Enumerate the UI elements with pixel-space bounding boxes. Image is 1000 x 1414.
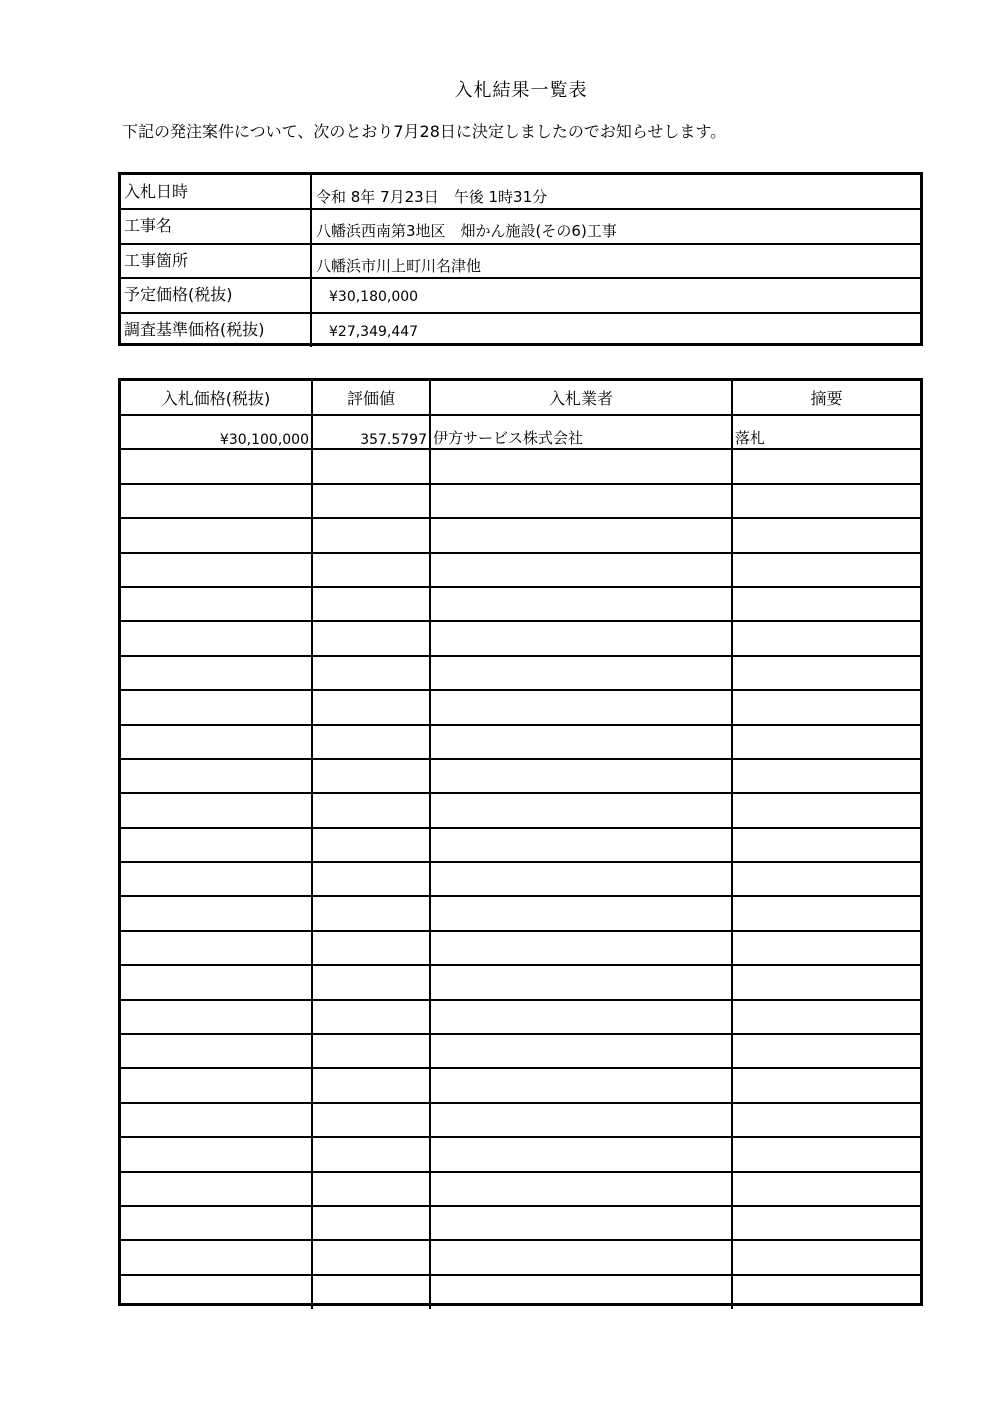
table-row-empty — [121, 1172, 920, 1206]
empty-cell — [121, 690, 312, 724]
cell-score: 357.5797 — [312, 415, 430, 449]
empty-cell — [121, 553, 312, 587]
info-value: 八幡浜西南第3地区 畑かん施設(その6)工事 — [316, 222, 617, 241]
empty-cell — [732, 484, 920, 518]
empty-cell — [312, 759, 430, 793]
empty-cell — [312, 1137, 430, 1171]
empty-cell — [430, 1000, 732, 1034]
empty-cell — [732, 725, 920, 759]
empty-cell — [312, 1240, 430, 1274]
info-label: 工事名 — [121, 209, 312, 243]
notice-text: 下記の発注案件について、次のとおり7月28日に決定しましたのでお知らせします。 — [122, 122, 727, 141]
table-row-empty — [121, 759, 920, 793]
empty-cell — [732, 553, 920, 587]
cell-remark: 落札 — [732, 415, 920, 449]
cell-bidder: 伊方サービス株式会社 — [430, 415, 732, 449]
info-row-survey-base-price — [121, 313, 920, 347]
info-value: ¥27,349,447 — [329, 323, 419, 340]
table-row-empty — [121, 965, 920, 999]
empty-cell — [732, 1240, 920, 1274]
empty-cell — [121, 1103, 312, 1137]
empty-cell — [732, 793, 920, 827]
table-row-empty — [121, 896, 920, 930]
empty-cell — [121, 587, 312, 621]
cell-bid-price: ¥30,100,000 — [121, 415, 312, 449]
empty-cell — [312, 518, 430, 552]
empty-cell — [430, 759, 732, 793]
empty-cell — [430, 518, 732, 552]
empty-cell — [732, 1275, 920, 1309]
table-row-empty — [121, 862, 920, 896]
table-row-empty — [121, 1206, 920, 1240]
empty-cell — [312, 828, 430, 862]
empty-cell — [430, 862, 732, 896]
empty-cell — [430, 621, 732, 655]
empty-cell — [430, 484, 732, 518]
empty-cell — [430, 965, 732, 999]
empty-cell — [312, 1000, 430, 1034]
info-row-datetime — [121, 175, 920, 209]
empty-cell — [121, 896, 312, 930]
empty-cell — [430, 1172, 732, 1206]
info-row-location — [121, 244, 920, 278]
empty-cell — [732, 621, 920, 655]
empty-cell — [430, 449, 732, 483]
empty-cell — [430, 587, 732, 621]
info-label: 工事箇所 — [121, 244, 312, 278]
empty-cell — [121, 793, 312, 827]
empty-cell — [312, 449, 430, 483]
empty-cell — [312, 553, 430, 587]
table-row-empty — [121, 553, 920, 587]
empty-cell — [121, 621, 312, 655]
empty-cell — [121, 1034, 312, 1068]
empty-cell — [732, 828, 920, 862]
empty-cell — [732, 518, 920, 552]
empty-cell — [430, 828, 732, 862]
info-label: 調査基準価格(税抜) — [121, 313, 312, 347]
info-label: 入札日時 — [121, 175, 312, 209]
empty-cell — [732, 1000, 920, 1034]
empty-cell — [312, 1275, 430, 1309]
info-value: 八幡浜市川上町川名津他 — [316, 256, 482, 275]
empty-cell — [430, 1275, 732, 1309]
empty-cell — [732, 1172, 920, 1206]
empty-cell — [312, 484, 430, 518]
empty-cell — [312, 793, 430, 827]
table-row-empty — [121, 793, 920, 827]
info-row-project-name — [121, 209, 920, 243]
empty-cell — [430, 1103, 732, 1137]
info-value: 令和 8年 7月23日 午後 1時31分 — [316, 188, 548, 206]
info-label: 予定価格(税抜) — [121, 278, 312, 312]
empty-cell — [430, 1137, 732, 1171]
empty-cell — [312, 621, 430, 655]
table-row-empty — [121, 1103, 920, 1137]
bid-info-table — [118, 172, 923, 346]
table-row-empty — [121, 1068, 920, 1102]
header-score: 評価値 — [312, 381, 430, 415]
empty-cell — [312, 1206, 430, 1240]
header-remarks: 摘要 — [732, 381, 920, 415]
empty-cell — [312, 896, 430, 930]
empty-cell — [121, 518, 312, 552]
empty-cell — [121, 862, 312, 896]
empty-cell — [732, 587, 920, 621]
empty-cell — [732, 690, 920, 724]
empty-cell — [312, 1103, 430, 1137]
empty-cell — [732, 759, 920, 793]
empty-cell — [732, 656, 920, 690]
table-row-empty — [121, 518, 920, 552]
empty-cell — [430, 1240, 732, 1274]
empty-cell — [121, 484, 312, 518]
empty-cell — [121, 759, 312, 793]
table-row-empty — [121, 1034, 920, 1068]
table-row-empty — [121, 484, 920, 518]
empty-cell — [732, 931, 920, 965]
empty-cell — [121, 828, 312, 862]
empty-cell — [732, 965, 920, 999]
info-value: ¥30,180,000 — [329, 289, 419, 306]
empty-cell — [430, 553, 732, 587]
empty-cell — [121, 1000, 312, 1034]
empty-cell — [312, 965, 430, 999]
header-bidder: 入札業者 — [430, 381, 732, 415]
page-title: 入札結果一覧表 — [454, 80, 588, 101]
table-row-empty — [121, 1240, 920, 1274]
empty-cell — [121, 725, 312, 759]
table-row-empty — [121, 1275, 920, 1309]
empty-cell — [312, 587, 430, 621]
empty-cell — [732, 896, 920, 930]
table-row-empty — [121, 449, 920, 483]
table-row-empty — [121, 656, 920, 690]
empty-cell — [430, 1068, 732, 1102]
header-bid-price: 入札価格(税抜) — [121, 381, 312, 415]
empty-cell — [121, 1172, 312, 1206]
empty-cell — [121, 1275, 312, 1309]
empty-cell — [312, 725, 430, 759]
empty-cell — [732, 862, 920, 896]
empty-cell — [121, 656, 312, 690]
empty-cell — [732, 1103, 920, 1137]
table-row-empty — [121, 587, 920, 621]
table-row-empty — [121, 725, 920, 759]
empty-cell — [312, 1172, 430, 1206]
empty-cell — [121, 1068, 312, 1102]
bid-results-table — [118, 378, 923, 1306]
table-row-empty — [121, 621, 920, 655]
empty-cell — [430, 896, 732, 930]
empty-cell — [121, 1240, 312, 1274]
table-row-empty — [121, 1000, 920, 1034]
empty-cell — [121, 1137, 312, 1171]
empty-cell — [121, 449, 312, 483]
empty-cell — [430, 793, 732, 827]
empty-cell — [312, 656, 430, 690]
empty-cell — [121, 1206, 312, 1240]
empty-cell — [312, 690, 430, 724]
empty-cell — [732, 449, 920, 483]
empty-cell — [121, 965, 312, 999]
empty-cell — [430, 725, 732, 759]
table-row-empty — [121, 828, 920, 862]
empty-cell — [732, 1137, 920, 1171]
empty-cell — [312, 1034, 430, 1068]
table-row-empty — [121, 1137, 920, 1171]
table-row-empty — [121, 690, 920, 724]
table-row-empty — [121, 931, 920, 965]
empty-cell — [312, 931, 430, 965]
table-header-row — [121, 381, 920, 415]
empty-cell — [430, 931, 732, 965]
empty-cell — [732, 1068, 920, 1102]
info-row-planned-price — [121, 278, 920, 312]
empty-cell — [732, 1034, 920, 1068]
table-row — [121, 415, 920, 449]
empty-cell — [430, 656, 732, 690]
empty-cell — [732, 1206, 920, 1240]
empty-cell — [121, 931, 312, 965]
empty-cell — [430, 690, 732, 724]
empty-cell — [430, 1206, 732, 1240]
empty-cell — [430, 1034, 732, 1068]
empty-cell — [312, 862, 430, 896]
empty-cell — [312, 1068, 430, 1102]
